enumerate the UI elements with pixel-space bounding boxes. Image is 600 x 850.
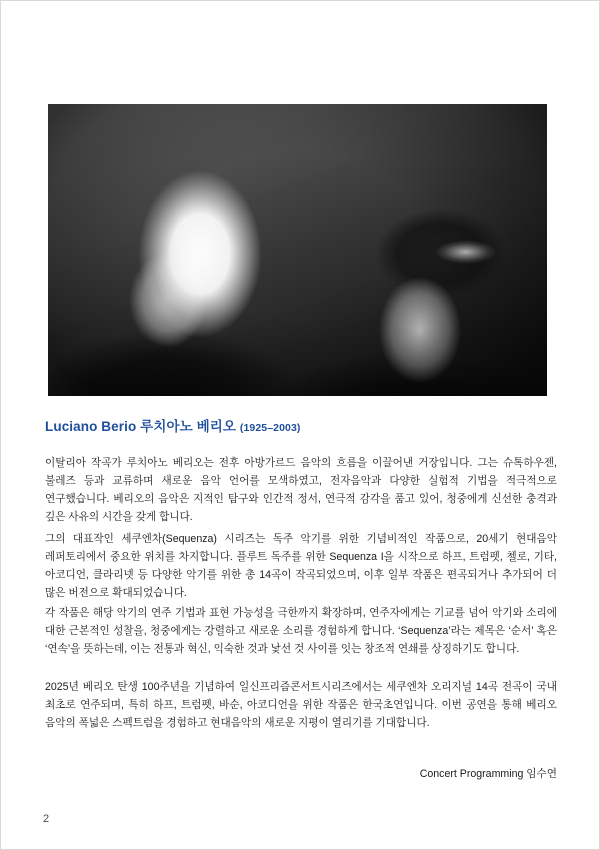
credit-line: Concert Programming 임수연 [419, 768, 557, 780]
portrait-image [48, 104, 547, 396]
composer-name-latin: Luciano Berio [45, 419, 137, 434]
body-paragraph-1: 이탈리아 작곡가 루치아노 베리오는 전후 아방가르드 음악의 흐름을 이끌어낸 거장입니다. 그는 슈톡하우젠, 불레즈 등과 교류하며 새로운 음악 언어를 모색하였고, 전자음악과 다양한 실험적 기법을 적극적으로 연구했습니다. 베리오의 음악은 지적인 탐구와 인간적 정서, 연극적 감각을 품고 있어, 청중에게 신선한 충격과 깊은 사유의 시간을 갖게 합니다. [45, 456, 557, 524]
body-paragraph-3: 각 작품은 해당 악기의 연주 기법과 표현 가능성을 극한까지 확장하며, 연주자에게는 기교를 넘어 악기와 소리에 대한 근본적인 성찰을, 청중에게는 강렬하고 새로운 소리를 경험하게 합니다. ‘Sequenza’라는 제목은 ‘순서’ 혹은 ‘연속’을 뜻하는데, 이는 전통과 혁신, 익숙한 것과 낯선 것 사이를 잇는 창조적 연쇄를 상징하기도 합니다. [45, 606, 557, 656]
portrait-luciano-berio [48, 104, 547, 396]
composer-lifespan: (1925–2003) [239, 422, 301, 434]
page-number: 2 [43, 813, 50, 825]
composer-name-korean: 루치아노 베리오 [140, 419, 237, 434]
page-content [45, 1, 557, 850]
body-paragraph-2: 그의 대표작인 세쿠엔차(Sequenza) 시리즈는 독주 악기를 위한 기념비적인 작품으로, 20세기 현대음악 레퍼토리에서 중요한 위치를 차지합니다. 플루트 독주를 위한 Sequenza I을 시작으로 하프, 트럼펫, 첼로, 기타, 아코디언, 클라리넷 등 다양한 악기를 위한 총 14곡이 작곡되었으며, 이후 일부 작품은 편곡되거나 추가되어 더 많은 버전으로 확대되었습니다. [45, 532, 557, 600]
page-title [45, 419, 557, 435]
body-paragraph-4: 2025년 베리오 탄생 100주년을 기념하여 일신프리즘콘서트시리즈에서는 세쿠엔차 오리지널 14곡 전곡이 국내 최초로 연주되며, 특히 하프, 트럼펫, 바순, 아코디언을 위한 작품은 한국초연입니다. 이번 공연을 통해 베리오 음악의 폭넓은 스펙트럼을 경험하고 현대음악의 새로운 지평이 열리기를 기대합니다. [45, 680, 557, 730]
